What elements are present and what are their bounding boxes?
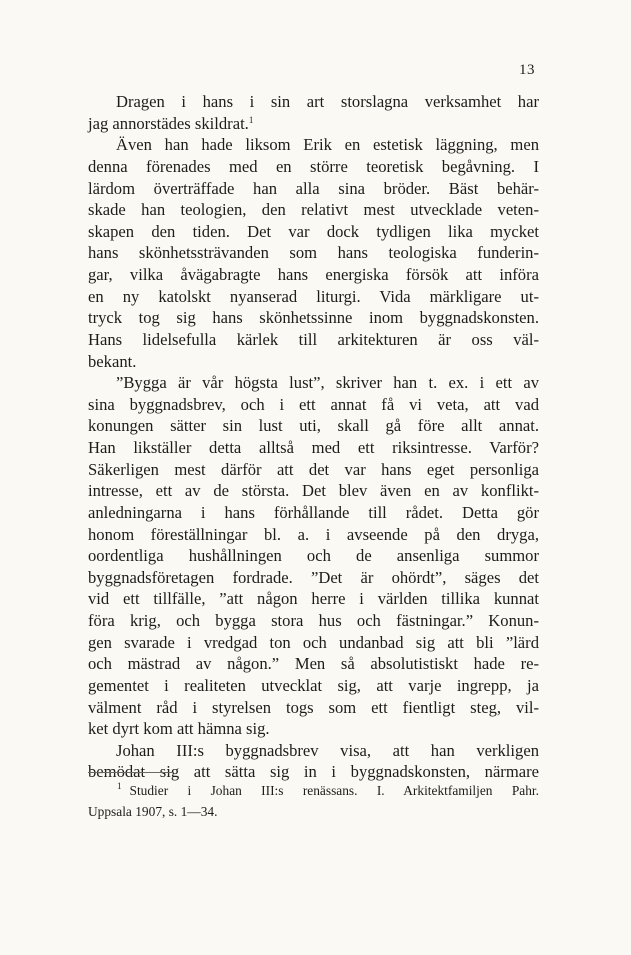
text-line [88, 351, 539, 373]
line-text: denna förenades med en större teoretisk begåvning. I [88, 156, 539, 176]
line-text: Dragen i hans i sin art storslagna verksamhet har [116, 92, 539, 111]
line-text: och mästrad av någon.” Men så absolutistiskt hade re- [88, 654, 539, 674]
text-line [88, 697, 539, 719]
text-line [88, 242, 539, 264]
text-line [88, 480, 539, 502]
text-line [88, 307, 539, 329]
line-text: bekant. [88, 351, 137, 371]
text-line [88, 653, 539, 675]
line-text: honom föreställningar bl. a. i avseende på den dryga, [88, 524, 539, 544]
line-text: sina byggnadsbrev, och i ett annat få vi veta, att vad [88, 394, 539, 414]
text-line [88, 675, 539, 697]
text-line [88, 415, 539, 437]
line-text: Johan III:s byggnadsbrev visa, att han verkligen [116, 740, 539, 760]
text-line [88, 394, 539, 416]
line-text: Säkerligen mest därför att det var hans eget personliga [88, 459, 539, 479]
footnote [88, 780, 539, 822]
text-line [88, 329, 539, 351]
line-text: jag annorstädes skildrat. [88, 113, 249, 133]
line-text: ”Bygga är vår högsta lust”, skriver han t. ex. i ett av [116, 373, 539, 393]
text-line [88, 113, 539, 135]
text-line [88, 718, 539, 740]
line-text: föra krig, och bygga stora hus och fästningar.” Konun- [88, 611, 539, 630]
line-text: bemödat sig att sätta sig in i byggnadskonsten, närmare [88, 762, 539, 782]
text-line [88, 264, 539, 286]
line-text: lärdom överträffade han alla sina bröder. Bäst behär- [88, 178, 539, 198]
body-text [88, 91, 539, 783]
text-line [88, 134, 539, 156]
line-text: hans skönhetssträvanden som hans teologiska funderin- [88, 243, 539, 263]
text-line [88, 286, 539, 308]
text-line [88, 545, 539, 567]
footnote-text: Studier i Johan III:s renässans. I. Arkitektfamiljen Pahr. [129, 783, 539, 798]
line-text: gar, vilka åvägabragte hans energiska försök att införa [88, 265, 539, 284]
footnote-line [88, 780, 539, 801]
line-text: en ny katolskt nyanserad liturgi. Vida märkligare ut- [88, 286, 539, 306]
text-line [88, 91, 539, 113]
text-line [88, 610, 539, 632]
text-line [88, 221, 539, 243]
line-text: Även han hade liksom Erik en estetisk läggning, men [116, 135, 539, 155]
line-text: skapen den tiden. Det var dock tydligen lika mycket [88, 221, 539, 241]
text-line [88, 632, 539, 654]
line-text: vid ett tillfälle, ”att någon herre i världen tillika kunnat [88, 589, 539, 609]
footnote-text: Uppsala 1907, s. 1—34. [88, 804, 218, 819]
line-text: byggnadsföretagen fordrade. ”Det är ohördt”, säges det [88, 567, 539, 587]
text-line [88, 740, 539, 762]
page-number: 13 [519, 62, 535, 78]
text-line [88, 372, 539, 394]
text-line [88, 156, 539, 178]
footnote-reference: 1 [248, 114, 254, 125]
text-line [88, 567, 539, 589]
line-text: konungen sätter sin lust uti, skall gå före allt annat. [88, 416, 539, 436]
text-line [88, 437, 539, 459]
line-text: intresse, ett av de största. Det blev även en av konflikt- [88, 481, 539, 501]
line-text: gementet i realiteten utvecklat sig, att varje ingrepp, ja [88, 675, 539, 695]
line-text: tryck tog sig hans skönhetssinne inom byggnadskonsten. [88, 308, 539, 328]
footnote-marker: 1 [117, 781, 122, 791]
line-text: ket dyrt kom att hämna sig. [88, 719, 270, 739]
text-line [88, 199, 539, 221]
line-text: Hans lidelsefulla kärlek till arkitekturen är oss väl- [88, 329, 539, 349]
footnote-rule [88, 772, 174, 773]
footnote-line [88, 801, 539, 822]
line-text: anledningarna i hans förhållande till rådet. Detta gör [88, 502, 539, 522]
text-line [88, 588, 539, 610]
line-text: gen svarade i vredgad ton och undanbad sig att bli ”lärd [88, 632, 539, 652]
line-text: Han likställer detta alltså med ett riksintresse. Varför? [88, 438, 539, 457]
text-line [88, 178, 539, 200]
text-line [88, 459, 539, 481]
text-line [88, 524, 539, 546]
line-text: välment råd i styrelsen togs som ett fientligt steg, vil- [88, 697, 539, 717]
line-text: skade han teologien, den relativt mest utvecklade veten- [88, 200, 539, 220]
line-text: oordentliga hushållningen och de ansenliga summor [88, 546, 539, 566]
text-line [88, 502, 539, 524]
